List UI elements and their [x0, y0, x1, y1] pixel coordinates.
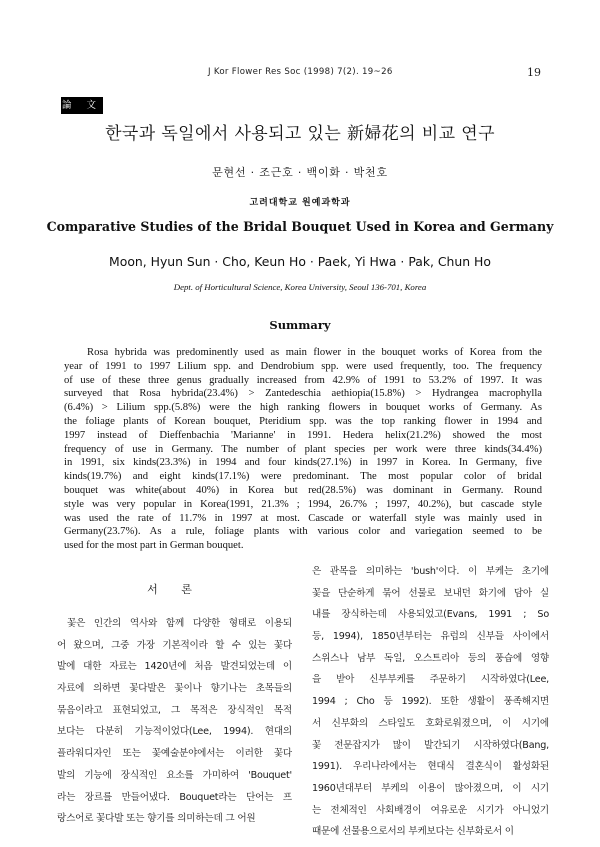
text-line: frequency of use in Germany. The number of plant species per work were three kinds(34.4%)	[64, 443, 542, 455]
text-line: 발에 대한 자료는 1420년에 처음 발견되었는데 이	[57, 661, 292, 673]
title-korean: 한국과 독일에서 사용되고 있는 新婦花의 비교 연구	[105, 124, 495, 144]
authors-korean: 문현선 · 조근호 · 백이화 · 박천호	[212, 166, 388, 179]
text-line: kinds(19.7%) and eight kinds(17.1%) were predominant. The most popular color of bridal	[64, 471, 542, 483]
text-line: year of 1991 to 1997 Lilium spp. and Dendrobium spp. were used frequently, too. The frequency	[64, 360, 542, 372]
text-line: 내를 장식하는데 사용되었고(Evans, 1991 ; So	[312, 609, 549, 621]
text-line: bouquet was white(about 40%) in Korea but red(28.5%) was dominant in Germany. Round	[64, 484, 542, 496]
text-line: 보다는 다분히 기능적이었다(Lee, 1994). 현대의	[57, 726, 292, 738]
text-line: surveyed that Rosa hybrida(23.4%) > Zantedeschia aethiopia(15.8%) > Hydrangea macrophylla	[64, 388, 542, 400]
text-line: 라는 장르를 만들어냈다. Bouquet라는 단어는 프	[57, 791, 292, 803]
page-number: 19	[527, 66, 541, 79]
text-line: 꽃을 단순하게 묶어 선물로 보내던 화기에 담아 실	[312, 587, 549, 599]
text-line: was used the rate of 11.7% in 1997 at most. Cascade or waterfall style was mainly used in	[64, 512, 542, 524]
text-line: 묶음이라고 표현되었고, 그 목적은 장식적인 목적	[57, 704, 292, 716]
text-line: used for the most part in German bouquet.	[64, 540, 244, 552]
text-line: Germany(23.7%). As a rule, foliage plants with various color and variegation seemed to be	[64, 526, 542, 538]
right-column-text	[312, 561, 549, 843]
text-line: 등, 1994), 1850년부터는 유럽의 신부들 사이에서	[312, 631, 549, 643]
text-line: 1991). 우리나라에서는 현대식 결혼식이 활성화된	[312, 761, 549, 773]
title-english: Comparative Studies of the Bridal Bouquet Used in Korea and Germany	[46, 219, 554, 234]
text-line: 스위스나 남부 독일, 오스트리아 등의 풍습에 영향	[312, 652, 549, 664]
text-line: 어 왔으며, 그중 가장 기본적이라 할 수 있는 꽃다	[57, 639, 292, 651]
text-line: 을 받아 신부부케를 주문하기 시작하였다(Lee,	[312, 674, 549, 686]
summary-heading: Summary	[269, 318, 331, 332]
text-line: of use of these three genus gradually increased from 42.9% of 1991 to 53.2% of 1997. It was	[64, 374, 542, 386]
article-type-badge: 論 文	[61, 97, 103, 114]
affiliation-english: Dept. of Horticultural Science, Korea University, Seoul 136-701, Korea	[173, 282, 427, 292]
text-line: the foliage plants of Korean bouquet, Pteridium spp. was the top ranking flower in 1994 and	[64, 415, 542, 427]
text-line: 는 전체적인 사회배경이 여유로운 시기가 아니었기	[312, 804, 549, 816]
journal-citation: J Kor Flower Res Soc (1998) 7(2). 19~26	[208, 67, 393, 77]
text-line: 1960년대부터 부케의 이용이 많아졌으며, 이 시기	[312, 782, 549, 794]
text-line: in 1991, six kinds(23.3%) in 1994 and four kinds(27.1%) in 1997 in Korea. In Germany, five	[64, 457, 542, 469]
text-line: 1997 instead of Dieffenbachia 'Marianne' in 1991. Hedera helix(21.2%) showed the most	[64, 429, 542, 441]
running-head	[0, 66, 600, 80]
text-line: style was very popular in Korea(1991, 21.3% ; 1994, 26.7% ; 1997, 40.2%), but cascade style	[64, 498, 542, 510]
authors-english: Moon, Hyun Sun · Cho, Keun Ho · Paek, Yi Hwa · Pak, Chun Ho	[109, 254, 491, 269]
affiliation-korean: 고려대학교 원예과학과	[249, 198, 351, 208]
section-heading-introduction: 서 론	[147, 583, 202, 596]
text-line: 자료에 의하면 꽃다발은 꽃이나 향기나는 초목들의	[57, 683, 292, 695]
text-line: 은 관목을 의미하는 'bush'이다. 이 부케는 초기에	[312, 566, 549, 577]
text-line: 플라워디자인 또는 꽃예술분야에서는 이러한 꽃다	[57, 748, 292, 760]
text-line: 1994 ; Cho 등 1992). 또한 생활이 풍족해지면	[312, 696, 549, 708]
left-column-text	[57, 613, 292, 830]
text-line: 서 신부화의 스타일도 호화로워졌으며, 이 시기에	[312, 717, 549, 729]
text-line: 꽃은 인간의 역사와 함께 다양한 형태로 이용되	[67, 618, 292, 629]
text-line: 때문에 선물용으로서의 부케보다는 신부화로서 이	[312, 826, 514, 838]
text-line: (6.4%) > Lilium spp.(5.8%) were the high ranking flowers in bouquet works of Germany. As	[64, 402, 542, 414]
summary-abstract	[64, 346, 542, 553]
text-line: 랑스어로 꽃다발 또는 향기를 의미하는데 그 어원	[57, 813, 256, 825]
text-line: 꽃 전문잡지가 많이 발간되기 시작하였다(Bang,	[312, 739, 549, 751]
text-line: Rosa hybrida was predominently used as main flower in the bouquet works of Korea from the	[87, 347, 542, 358]
text-line: 발의 기능에 장식적인 요소를 가미하여 'Bouquet'	[57, 769, 292, 781]
